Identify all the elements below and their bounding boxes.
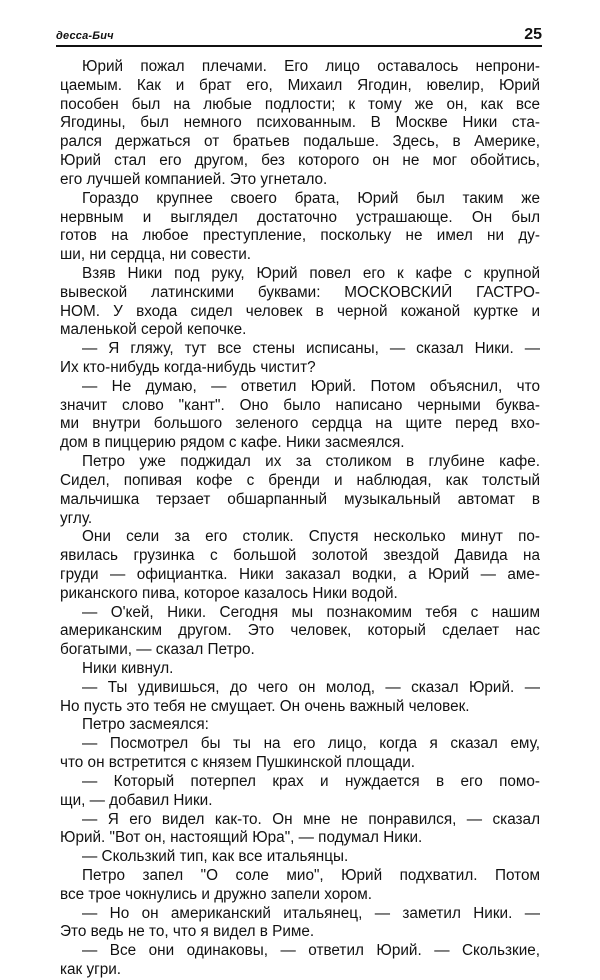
text-line: вывеской латинскими буквами: МОСКОВСКИЙ ГАСТРО- xyxy=(60,283,540,301)
text-line: рался держаться от братьев подальше. Здесь, в Америке, xyxy=(60,133,540,151)
text-line: углу. xyxy=(60,509,93,527)
text-line: — Не думаю, — ответил Юрий. Потом объяснил, что xyxy=(82,377,540,395)
text-line: Юрий. "Вот он, настоящий Юра", — подумал Ники. xyxy=(60,829,423,847)
text-line: маленькой серой кепочке. xyxy=(60,321,247,339)
text-line: — Все они одинаковы, — ответил Юрий. — Скользкие, xyxy=(82,942,540,960)
text-line: Петро запел "О соле мио", Юрий подхватил. Потом xyxy=(82,866,540,884)
text-line: Их кто-нибудь когда-нибудь чистит? xyxy=(60,359,316,376)
text-line: — Скользкий тип, как все итальянцы. xyxy=(82,848,349,866)
text-line: Петро уже поджидал их за столиком в глубине кафе. xyxy=(82,453,540,471)
text-line: Сидел, попивая кофе с бренди и наблюдая, как толстый xyxy=(60,471,540,489)
text-line: американским другом. Это человек, который сделает нас xyxy=(60,622,540,640)
text-line: — О'кей, Ники. Сегодня мы познакомим тебя с нашим xyxy=(82,603,540,621)
text-line: Но пусть это тебя не смущает. Он очень важный человек. xyxy=(60,697,470,715)
text-line: — Но он американский итальянец, — заметил Ники. — xyxy=(82,904,540,922)
text-line: Ягодины, был немного психованным. В Москве Ники ста- xyxy=(60,114,540,132)
text-line: готов на любое преступление, поскольку не имел ни ду- xyxy=(60,227,540,245)
running-title: десса-Бич xyxy=(56,30,114,42)
text-line: Гораздо крупнее своего брата, Юрий был таким же xyxy=(82,189,540,207)
text-line: все трое чокнулись и дружно запели хором. xyxy=(60,885,373,903)
text-line: — Который потерпел крах и нуждается в его помо- xyxy=(82,772,540,790)
text-line: — Я его видел как-то. Он мне не понравился, — сказал xyxy=(82,810,540,828)
text-line: Юрий стал его другом, без которого он не мог обойтись, xyxy=(60,152,540,170)
text-line: пособен был на любые подлости; к тому же он, как все xyxy=(60,95,540,113)
text-line: ши, ни сердца, ни совести. xyxy=(60,246,252,264)
text-line: Это ведь не то, что я видел в Риме. xyxy=(60,923,315,941)
text-line: его лучшей компанией. Это угнетало. xyxy=(60,170,328,188)
text-line: дом в пиццерию рядом с кафе. Ники засмеялся. xyxy=(60,434,405,452)
body-text xyxy=(60,58,540,980)
text-line: мальчишка терзает обшарпанный музыкальный автомат в xyxy=(60,490,540,508)
header-rule xyxy=(56,45,542,47)
text-line: Петро засмеялся: xyxy=(82,716,209,734)
text-line: как угри. xyxy=(60,961,122,978)
text-line: — Ты удивишься, до чего он молод, — сказал Юрий. — xyxy=(82,678,540,696)
text-line: груди — официантка. Ники заказал водки, а Юрий — аме- xyxy=(60,565,540,583)
text-line: значит слово "кант". Оно было написано черными буква- xyxy=(60,396,540,414)
text-line: Они сели за его столик. Спустя несколько минут по- xyxy=(82,528,540,546)
text-line: богатыми, — сказал Петро. xyxy=(60,641,255,659)
page-number: 25 xyxy=(524,26,542,43)
text-line: НОМ. У входа сидел человек в черной кожаной куртке и xyxy=(60,302,540,320)
text-line: — Посмотрел бы ты на его лицо, когда я сказал ему, xyxy=(82,735,540,753)
text-line: риканского пива, которое казалось Ники водой. xyxy=(60,584,398,602)
text-line: что он встретится с князем Пушкинской площади. xyxy=(60,754,416,772)
text-line: Взяв Ники под руку, Юрий повел его к кафе с крупной xyxy=(82,264,540,282)
text-line: щи, — добавил Ники. xyxy=(60,791,213,809)
text-line: цаемым. Как и брат его, Михаил Ягодин, ювелир, Юрий xyxy=(60,76,540,94)
text-line: Ники кивнул. xyxy=(82,660,174,677)
text-line: явилась грузинка с большой золотой звездой Давида на xyxy=(60,547,540,565)
text-line: Юрий пожал плечами. Его лицо оставалось непрони- xyxy=(82,58,540,75)
text-line: ми внутри большого зеленого сердца на щите перед вхо- xyxy=(60,415,540,433)
text-line: нервным и выглядел достаточно устрашающе. Он был xyxy=(60,208,540,226)
text-line: — Я гляжу, тут все стены исписаны, — сказал Ники. — xyxy=(82,340,540,358)
